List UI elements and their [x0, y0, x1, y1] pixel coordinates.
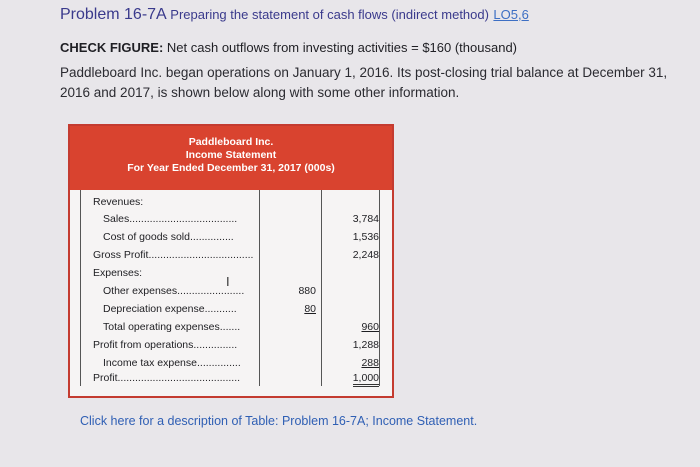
sales-label: Sales [103, 213, 130, 225]
profit-ops-value: 1,288 [352, 339, 379, 351]
profit-value [339, 372, 379, 385]
profit-ops-row: Profit from operations............... [93, 339, 238, 351]
profit-value-text: 1,000 [353, 372, 379, 387]
statement-company: Paddleboard Inc. [188, 136, 274, 148]
check-figure-text: Net cash outflows from investing activities = $160 (thousand) [166, 40, 517, 55]
depreciation-value: 80 [304, 303, 316, 315]
cogs-row: Cost of goods sold............... [103, 231, 234, 243]
text-cursor-icon: I [226, 274, 230, 289]
learning-objective-link[interactable]: LO5,6 [493, 7, 529, 22]
gross-profit-value: 2,248 [352, 249, 379, 261]
total-operating-value: 960 [361, 321, 379, 333]
expenses-label: Expenses: [93, 267, 143, 279]
gross-profit-row: Gross Profit.................................... [93, 249, 254, 261]
intro-paragraph: Paddleboard Inc. began operations on January 1, 2016. Its post-closing trial balance at December 31, 2016 and 2017, is shown below along with some other information. [60, 65, 668, 100]
table-description-link[interactable]: Click here for a description of Table: Problem 16-7A; Income Statement. [80, 414, 478, 428]
cogs-value: 1,536 [352, 231, 379, 243]
problem-subtitle: Preparing the statement of cash flows (indirect method) [170, 7, 489, 22]
income-statement-table [68, 124, 394, 398]
total-operating-row: Total operating expenses....... [103, 321, 241, 333]
sales-value: 3,784 [352, 213, 379, 225]
check-figure [60, 40, 517, 55]
revenues-label: Revenues: [93, 196, 144, 208]
other-expenses-label: Other expenses [103, 285, 178, 297]
column-divider [259, 190, 260, 386]
other-expenses-row: Other expenses....................... [103, 285, 245, 297]
statement-header [70, 126, 392, 190]
problem-title [60, 6, 529, 24]
column-divider [321, 190, 322, 386]
profit-ops-label: Profit from operations [93, 339, 194, 351]
statement-period: For Year Ended December 31, 2017 (000s) [127, 162, 335, 174]
depreciation-row: Depreciation expense........... [103, 303, 237, 315]
other-expenses-value: 880 [298, 285, 316, 297]
income-tax-row: Income tax expense............... [103, 357, 241, 369]
profit-label: Profit [93, 372, 118, 384]
check-figure-label: CHECK FIGURE: [60, 40, 164, 55]
statement-body [80, 190, 380, 386]
statement-name: Income Statement [185, 149, 277, 161]
total-operating-label: Total operating expenses [103, 321, 220, 333]
sales-row: Sales..................................... [103, 213, 238, 225]
depreciation-label: Depreciation expense [103, 303, 205, 315]
profit-row: Profit.......................................... [93, 372, 241, 384]
income-tax-label: Income tax expense [103, 357, 197, 369]
income-tax-value: 288 [361, 357, 379, 369]
problem-number: Problem 16-7A [60, 6, 166, 23]
cogs-label: Cost of goods sold [103, 231, 190, 243]
gross-profit-label: Gross Profit [93, 249, 149, 261]
